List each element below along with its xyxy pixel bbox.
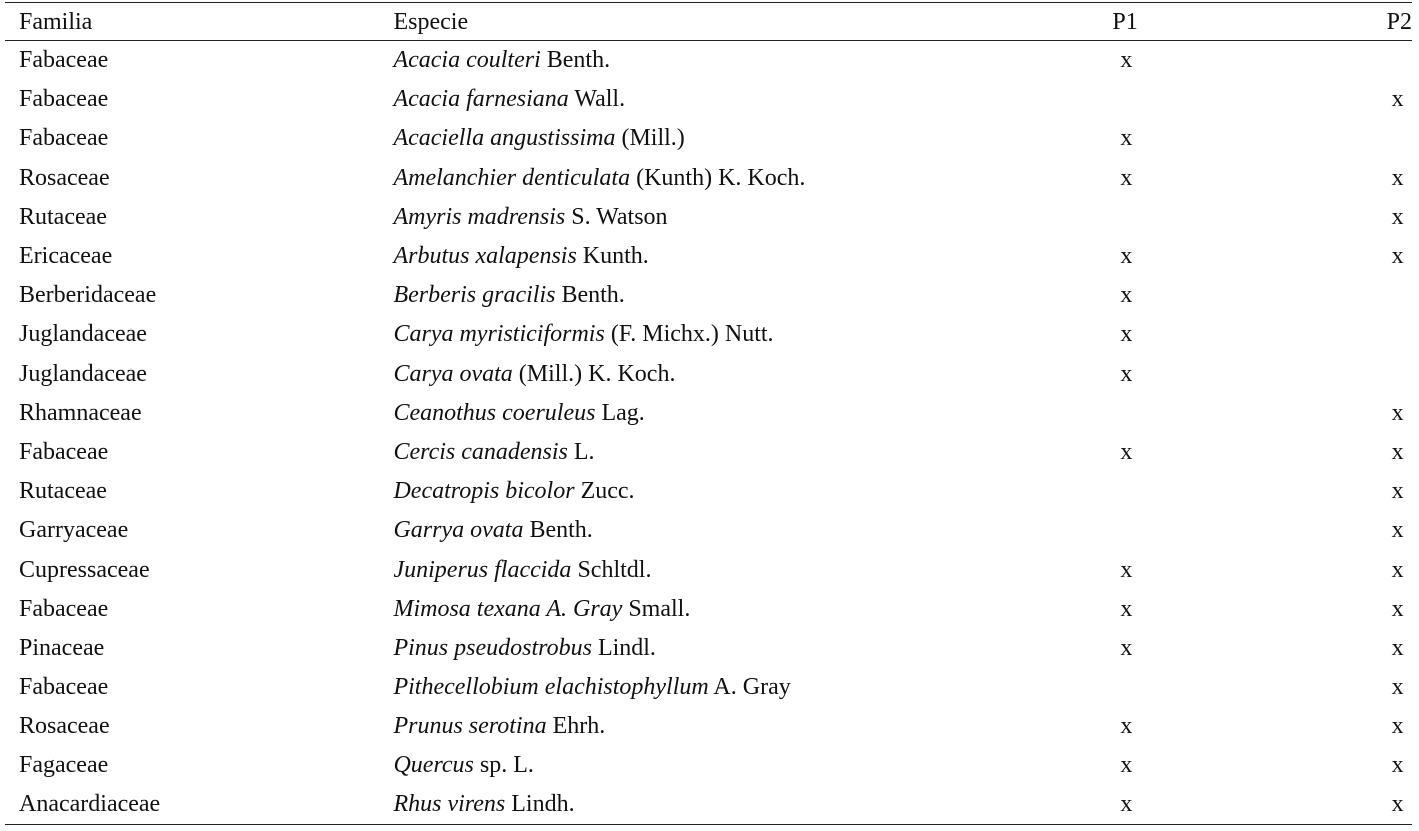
cell-p2: x [1391, 203, 1404, 230]
species-name-italic: Amyris madrensis [393, 203, 566, 230]
table-row [5, 746, 1412, 785]
table-row [5, 589, 1412, 628]
species-name-italic: Berberis gracilis [393, 282, 556, 309]
species-table [5, 2, 1412, 825]
table-row [5, 354, 1412, 393]
species-name-italic: Garrya ovata [393, 517, 524, 544]
cell-especie [393, 158, 1027, 197]
header-p1: P1 [1027, 3, 1307, 41]
species-name-italic: Pithecellobium elachistophyllum [393, 674, 709, 701]
table-row [5, 472, 1412, 511]
cell-p1: x [1120, 360, 1133, 387]
header-especie: Especie [393, 3, 1027, 41]
cell-familia: Fabaceae [19, 86, 109, 113]
species-name-italic: Acaciella angustissima [393, 125, 616, 152]
cell-p2 [1308, 41, 1412, 80]
cell-familia: Cupressaceae [19, 556, 150, 583]
species-author: Benth. [555, 282, 625, 309]
cell-p1: x [1120, 634, 1133, 661]
cell-p2: x [1391, 595, 1404, 622]
table-row [5, 668, 1412, 707]
cell-familia: Pinaceae [19, 634, 105, 661]
cell-familia: Juglandaceae [19, 321, 147, 348]
cell-p1 [1027, 511, 1307, 550]
cell-p1 [1027, 197, 1307, 236]
species-name-italic: Acacia farnesiana [393, 86, 569, 113]
species-author: (F. Michx.) Nutt. [604, 321, 774, 348]
cell-especie [393, 472, 1027, 511]
species-name-italic: Carya myristiciformis [393, 321, 605, 348]
species-author: Zucc. [574, 478, 635, 505]
cell-especie [393, 668, 1027, 707]
table-row [5, 276, 1412, 315]
cell-especie [393, 80, 1027, 119]
cell-familia: Fabaceae [19, 47, 109, 74]
species-author: (Mill.) K. Koch. [512, 360, 676, 387]
cell-familia: Garryaceae [19, 517, 129, 544]
header-row [5, 3, 1412, 41]
species-name-italic: Carya ovata [393, 360, 513, 387]
table-row [5, 393, 1412, 432]
species-author: Kunth. [576, 243, 649, 270]
cell-familia: Berberidaceae [19, 282, 157, 309]
cell-especie [393, 589, 1027, 628]
cell-especie [393, 276, 1027, 315]
species-name-italic: Pinus pseudostrobus [393, 634, 592, 661]
cell-p1: x [1120, 243, 1133, 270]
cell-p1: x [1120, 47, 1133, 74]
species-author: Lindh. [505, 791, 575, 818]
table-row [5, 197, 1412, 236]
cell-p2: x [1391, 164, 1404, 191]
table-row [5, 628, 1412, 667]
cell-p2: x [1391, 752, 1404, 779]
cell-familia: Fabaceae [19, 674, 109, 701]
species-name-italic: Quercus [393, 752, 474, 779]
table-row [5, 41, 1412, 80]
species-name-italic: Rhus virens [393, 791, 506, 818]
species-name-italic: Decatropis bicolor [393, 478, 575, 505]
cell-familia: Anacardiaceae [5, 785, 393, 824]
cell-p1: x [1120, 595, 1133, 622]
cell-p2: x [1391, 478, 1404, 505]
cell-p2: x [1391, 674, 1404, 701]
table-row [5, 80, 1412, 119]
cell-p2 [1308, 276, 1412, 315]
table-body [5, 41, 1412, 825]
table-header [5, 3, 1412, 41]
cell-familia: Juglandaceae [19, 360, 147, 387]
cell-especie [393, 354, 1027, 393]
cell-p2: x [1391, 713, 1404, 740]
cell-familia: Fabaceae [19, 595, 109, 622]
table-row [5, 707, 1412, 746]
cell-p1 [1027, 80, 1307, 119]
species-name-italic: Prunus serotina [393, 713, 547, 740]
cell-p2: x [1391, 438, 1404, 465]
species-name-italic: Acacia coulteri [393, 47, 541, 74]
species-name-italic: Juniperus flaccida [393, 556, 572, 583]
species-author: Wall. [568, 86, 626, 113]
cell-familia: Rosaceae [19, 164, 110, 191]
cell-p1: x [1120, 321, 1133, 348]
header-p2: P2 [1308, 3, 1412, 41]
cell-familia: Ericaceae [19, 243, 113, 270]
species-author: sp. L. [473, 752, 534, 779]
table-row [5, 432, 1412, 471]
cell-especie [393, 119, 1027, 158]
cell-especie [393, 628, 1027, 667]
cell-familia: Rhamnaceae [19, 399, 142, 426]
table-row [5, 236, 1412, 275]
cell-especie [393, 393, 1027, 432]
cell-p2: x [1391, 634, 1404, 661]
species-author: (Kunth) K. Koch. [630, 164, 806, 191]
table-row [5, 785, 1412, 824]
cell-p2 [1308, 119, 1412, 158]
species-name-italic: Cercis canadensis [393, 438, 568, 465]
cell-especie [393, 432, 1027, 471]
cell-especie [393, 315, 1027, 354]
cell-p2: x [1391, 517, 1404, 544]
table-row [5, 550, 1412, 589]
cell-p2: x [1308, 785, 1412, 824]
cell-especie [393, 707, 1027, 746]
cell-especie [393, 41, 1027, 80]
cell-p1: x [1120, 125, 1133, 152]
table-row [5, 315, 1412, 354]
cell-p1: x [1120, 713, 1133, 740]
cell-p1: x [1120, 556, 1133, 583]
cell-p1: x [1120, 164, 1133, 191]
cell-p2 [1308, 354, 1412, 393]
cell-p1: x [1027, 785, 1307, 824]
cell-p1 [1027, 393, 1307, 432]
cell-p1: x [1120, 752, 1133, 779]
table-row [5, 158, 1412, 197]
species-author: Small. [622, 595, 691, 622]
species-author: Ehrh. [546, 713, 606, 740]
species-author: Schltdl. [571, 556, 652, 583]
cell-familia: Fagaceae [19, 752, 109, 779]
cell-p2: x [1391, 556, 1404, 583]
cell-familia: Fabaceae [19, 125, 109, 152]
species-name-italic: Arbutus xalapensis [393, 243, 577, 270]
cell-familia: Rutaceae [19, 478, 107, 505]
species-author: L. [567, 438, 595, 465]
table-row [5, 119, 1412, 158]
cell-especie [393, 236, 1027, 275]
species-author: Lag. [595, 399, 645, 426]
cell-p2 [1308, 315, 1412, 354]
cell-especie [393, 746, 1027, 785]
cell-especie [393, 511, 1027, 550]
species-author: Benth. [523, 517, 593, 544]
species-author: S. Watson [565, 203, 668, 230]
species-author: Lindl. [591, 634, 656, 661]
cell-p2: x [1391, 243, 1404, 270]
cell-especie [393, 785, 1027, 824]
cell-familia: Rutaceae [19, 203, 107, 230]
cell-p1 [1027, 668, 1307, 707]
cell-p1: x [1120, 282, 1133, 309]
species-author: (Mill.) [615, 125, 685, 152]
cell-p1 [1027, 472, 1307, 511]
cell-especie [393, 197, 1027, 236]
table-row [5, 511, 1412, 550]
header-familia: Familia [5, 3, 393, 41]
cell-p1: x [1120, 438, 1133, 465]
cell-familia: Rosaceae [19, 713, 110, 740]
species-author: Benth. [540, 47, 611, 74]
species-name-italic: Ceanothus coeruleus [393, 399, 596, 426]
cell-especie [393, 550, 1027, 589]
species-name-italic: Mimosa texana A. Gray [393, 595, 623, 622]
species-name-italic: Amelanchier denticulata [393, 164, 631, 191]
cell-p2: x [1391, 399, 1404, 426]
cell-familia: Fabaceae [19, 438, 109, 465]
species-author: A. Gray [708, 674, 791, 701]
cell-p2: x [1391, 86, 1404, 113]
